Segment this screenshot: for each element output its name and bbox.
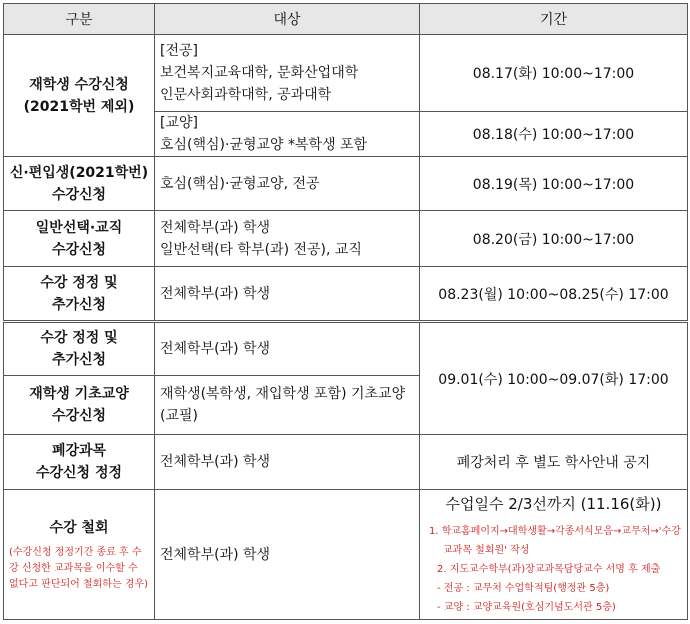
target-cell: 전체학부(과) 학생 xyxy=(155,490,420,620)
schedule-table xyxy=(3,3,688,620)
category-cell xyxy=(4,490,155,620)
target-cell: 전체학부(과) 학생 xyxy=(155,435,420,490)
category-cell: 수강 정정 및 추가신청 xyxy=(4,322,155,376)
withdrawal-title: 수강 철회 xyxy=(49,519,109,536)
period-cell: 08.20(금) 10:00~17:00 xyxy=(420,211,688,267)
target-cell: 재학생(복학생, 재입학생 포함) 기초교양(교필) xyxy=(155,376,420,435)
header-row xyxy=(4,4,688,35)
target-cell: [교양] 호심(핵심)·균형교양 *복학생 포함 xyxy=(155,112,420,157)
period-cell: 08.18(수) 10:00~17:00 xyxy=(420,112,688,157)
step-line: - 교양 : 교양교육원(호심기념도서관 5층) xyxy=(437,601,616,613)
category-cell: 재학생 기초교양 수강신청 xyxy=(4,376,155,435)
category-cell: 일반선택·교직 수강신청 xyxy=(4,211,155,267)
withdrawal-steps xyxy=(425,522,682,617)
target-cell: [전공] 보건복지교육대학, 문화산업대학 인문사회과학대학, 공과대학 xyxy=(155,35,420,112)
step-line: - 전공 : 교무처 수업학적팀(행정관 5층) xyxy=(437,582,610,594)
period-cell: 08.19(목) 10:00~17:00 xyxy=(420,157,688,211)
header-period: 기간 xyxy=(420,4,688,35)
table-row xyxy=(4,211,688,267)
step-line: 2. 지도교수학부(과)장교과목담당교수 서명 후 제출 xyxy=(437,563,661,575)
period-cell: 08.17(화) 10:00~17:00 xyxy=(420,35,688,112)
table-row xyxy=(4,157,688,211)
target-cell: 전체학부(과) 학생 xyxy=(155,322,420,376)
withdrawal-deadline: 수업일수 2/3선까지 (11.16(화)) xyxy=(445,494,662,513)
table-row xyxy=(4,35,688,112)
category-cell: 폐강과목 수강신청 정정 xyxy=(4,435,155,490)
withdrawal-note: (수강신청 정정기간 종료 후 수강 신청한 교과목을 이수할 수 없다고 판단되어 철회하는 경우) xyxy=(9,546,149,590)
table-row xyxy=(4,322,688,376)
period-cell: 08.23(월) 10:00~08.25(수) 17:00 xyxy=(420,267,688,322)
target-cell: 전체학부(과) 학생 일반선택(타 학부(과) 전공), 교직 xyxy=(155,211,420,267)
header-category: 구분 xyxy=(4,4,155,35)
category-cell: 수강 정정 및 추가신청 xyxy=(4,267,155,322)
table-row xyxy=(4,490,688,620)
period-cell xyxy=(420,490,688,620)
category-cell: 재학생 수강신청 (2021학번 제외) xyxy=(4,35,155,157)
table-row xyxy=(4,435,688,490)
table-row xyxy=(4,267,688,322)
target-cell: 호심(핵심)·균형교양, 전공 xyxy=(155,157,420,211)
step-line: 교과목 철회원' 작성 xyxy=(443,544,530,556)
category-cell: 신·편입생(2021학번) 수강신청 xyxy=(4,157,155,211)
target-cell: 전체학부(과) 학생 xyxy=(155,267,420,322)
header-target: 대상 xyxy=(155,4,420,35)
period-cell: 폐강처리 후 별도 학사안내 공지 xyxy=(420,435,688,490)
period-cell: 09.01(수) 10:00~09.07(화) 17:00 xyxy=(420,322,688,435)
step-line: 1. 학교홈페이지→대학생활→각종서식모음→교무처→'수강 xyxy=(429,525,681,537)
